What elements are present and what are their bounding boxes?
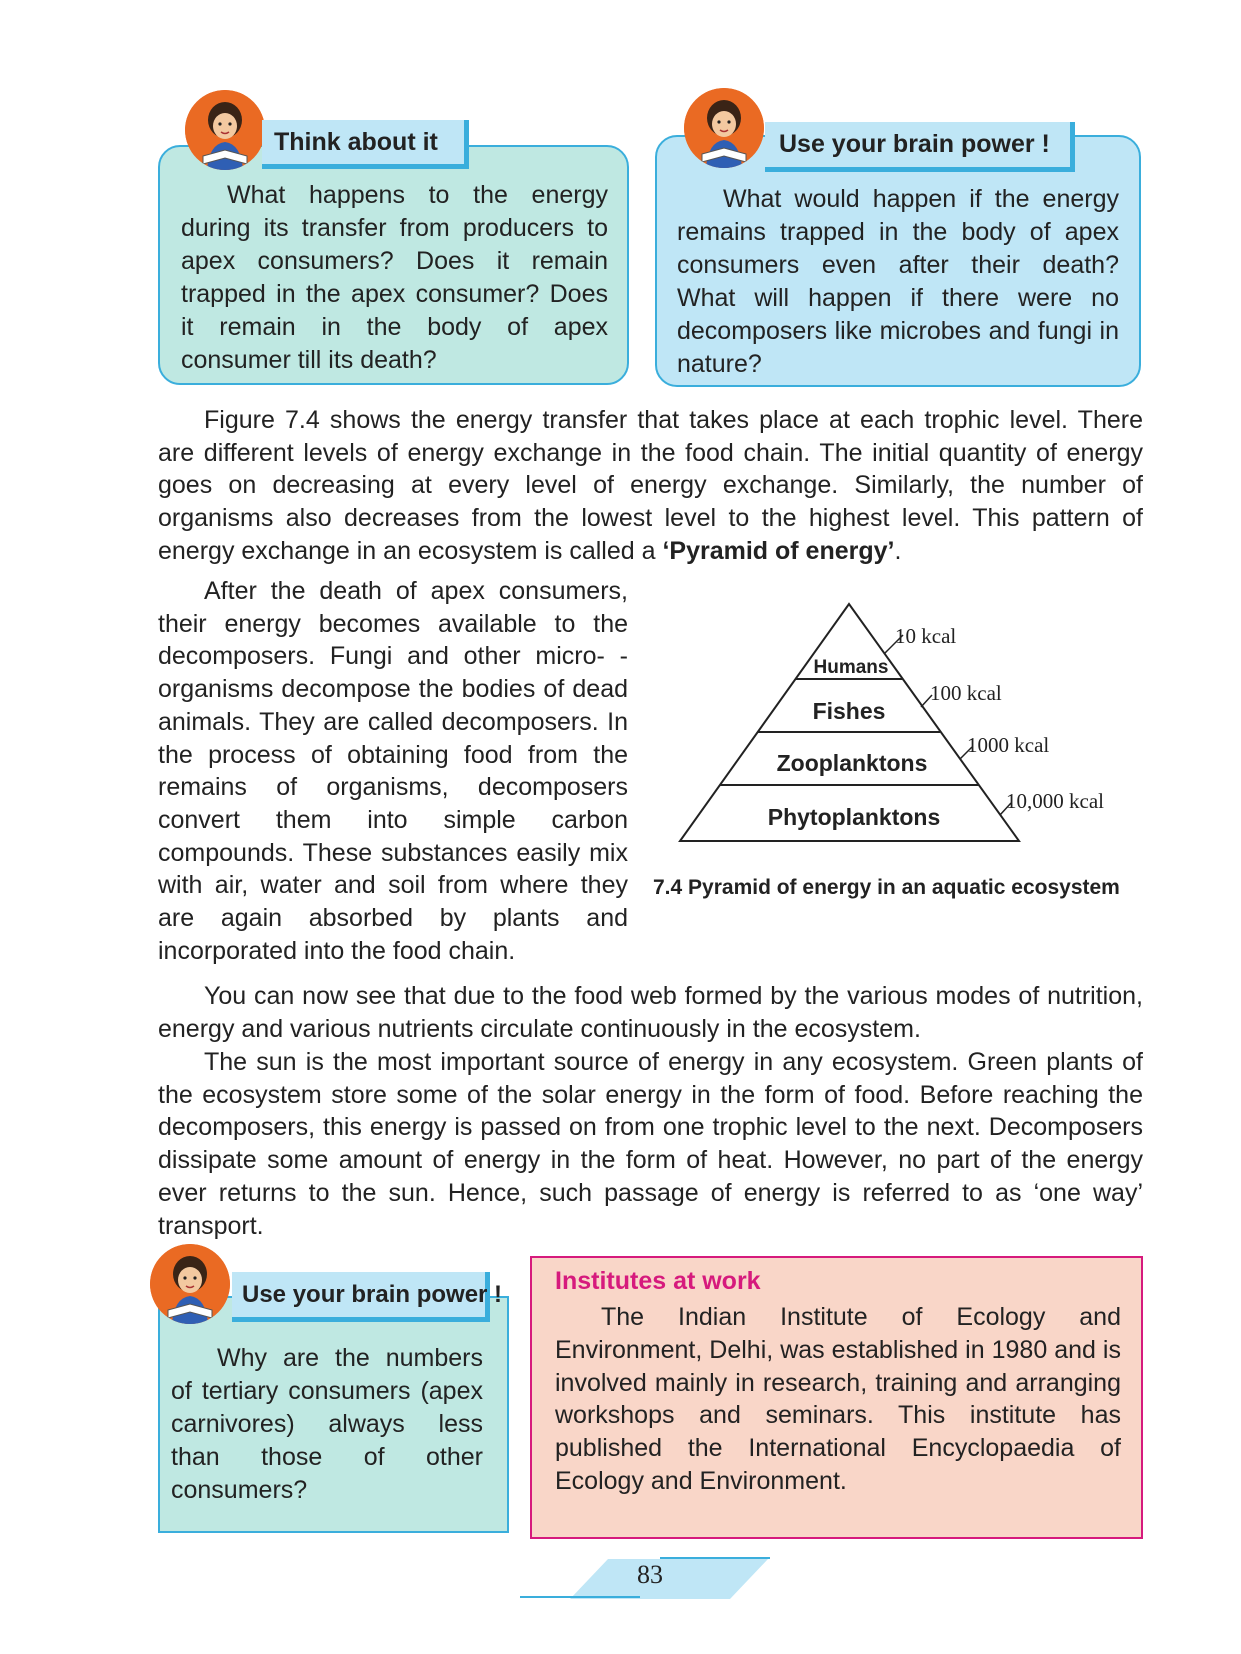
energy-pyramid-figure <box>670 595 1140 915</box>
pyramid-level-fishes: Fishes <box>812 698 886 724</box>
energy-label-100: 100 kcal <box>930 681 1002 705</box>
brain-power-text-1: What would happen if the energy remains trapped in the body of apex consumers even after their death? What will happen if there were no decomposers like microbes and fungi in nature? <box>677 185 1119 378</box>
girl-reading-icon <box>684 88 764 168</box>
brain-power-title-2: Use your brain power ! <box>232 1272 490 1322</box>
paragraph-food-web: You can now see that due to the food web formed by the various modes of nutrition, energy and various nutrients circulate continuously in the ecosystem. <box>158 982 1143 1043</box>
paragraph-pyramid-intro: Figure 7.4 shows the energy transfer that takes place at each trophic level. There are different levels of energy exchange in the food chain. The initial quantity of energy goes on decreasing at every level of energy exchange. Similarly, the number of organisms also decreases from the lowest level to the highest level. This pattern of energy exchange in an ecosystem is called a ‘Pyramid of energy’. <box>158 406 1143 565</box>
pyramid-level-humans: Humans <box>813 657 889 678</box>
institutes-at-work-title: Institutes at work <box>555 1267 761 1295</box>
paragraph-decomposers: After the death of apex consumers, their energy becomes available to the decomposers. Fungi and other micro- -organisms decompose the bodies of dead animals. They are called decomposers. In the process of obtaining food from the remains of organisms, decomposers convert them into simple carbon compounds. These substances easily mix with air, water and soil from where they are again absorbed by plants and incorporated into the food chain. <box>158 577 628 965</box>
girl-reading-icon <box>185 90 265 170</box>
think-about-it-title: Think about it <box>262 120 469 169</box>
pyramid-level-phytoplanktons: Phytoplanktons <box>767 804 941 830</box>
energy-label-10000: 10,000 kcal <box>1006 789 1104 813</box>
paragraph-one-way-transport: The sun is the most important source of energy in any ecosystem. Green plants of the ecosystem store some of the solar energy in the form of food. Before reaching the decomposers, this energy is passed on from one trophic level to the next. Decomposers dissipate some amount of energy in the form of heat. However, no part of the energy ever returns to the sun. Hence, such passage of energy is referred to as ‘one way’ transport. <box>158 1048 1143 1240</box>
brain-power-title-1: Use your brain power ! <box>765 122 1075 172</box>
institutes-at-work-text: The Indian Institute of Ecology and Environment, Delhi, was established in 1980 and is involved mainly in research, training and arranging workshops and seminars. This institute has published the International Encyclopaedia of Ecology and Environment. <box>555 1303 1121 1495</box>
figure-caption: 7.4 Pyramid of energy in an aquatic ecosystem <box>653 876 1120 899</box>
brain-power-text-2: Why are the numbers of tertiary consumers (apex carnivores) always less than those of other consumers? <box>171 1344 483 1504</box>
energy-label-1000: 1000 kcal <box>967 733 1050 757</box>
energy-label-10: 10 kcal <box>895 624 957 648</box>
pyramid-level-zooplanktons: Zooplanktons <box>776 750 928 776</box>
pyramid-of-energy-term: ‘Pyramid of energy’ <box>662 536 895 565</box>
think-about-it-text: What happens to the energy during its transfer from producers to apex consumers? Does it remain trapped in the apex consumer? Does it remain in the body of apex consumer till its death? <box>181 181 608 374</box>
page-number: 83 <box>637 1560 663 1589</box>
girl-reading-icon <box>150 1244 230 1324</box>
